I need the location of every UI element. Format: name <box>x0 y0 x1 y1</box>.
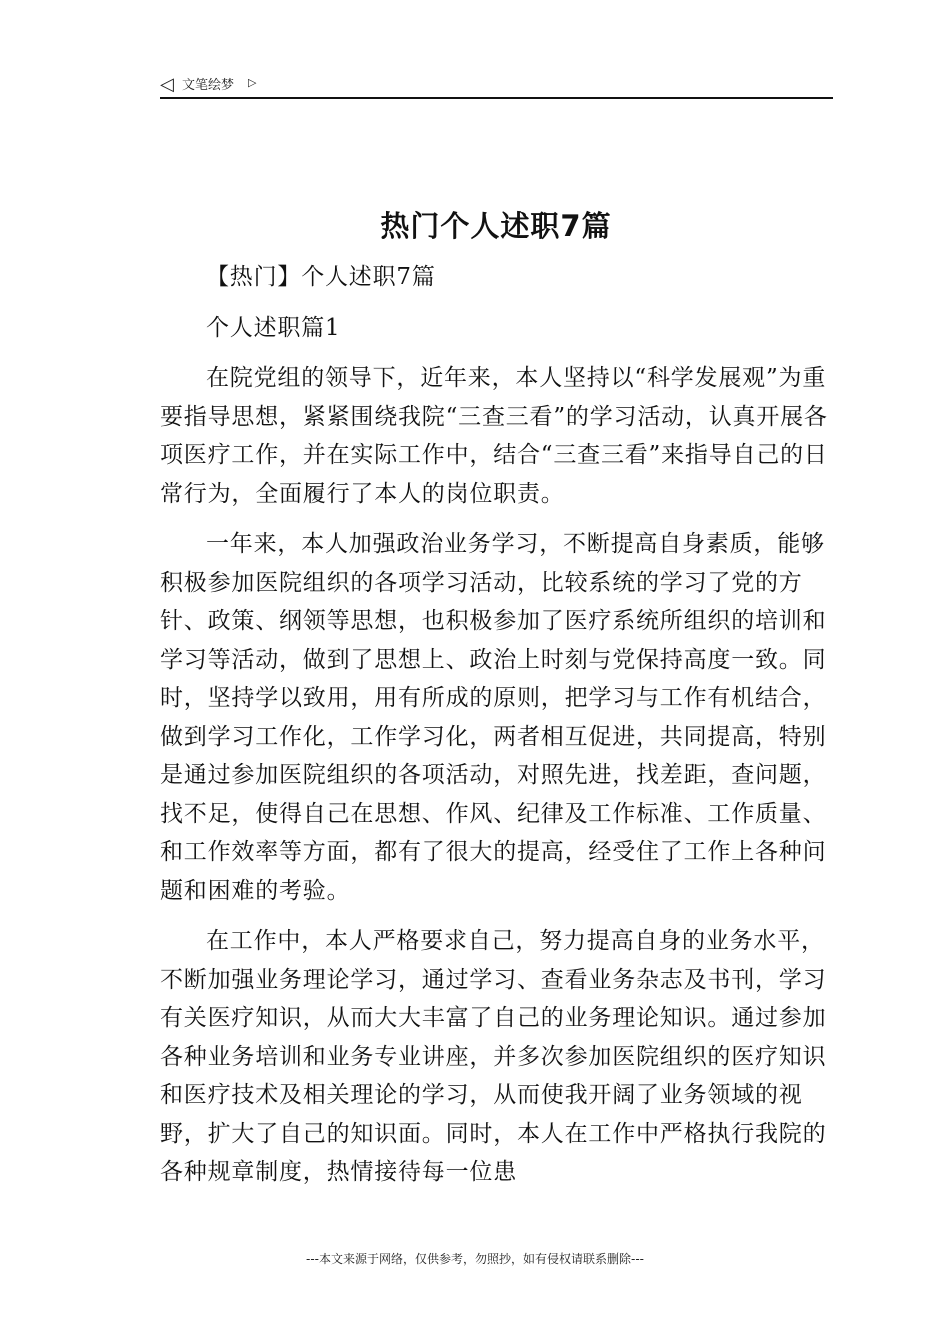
header-divider <box>160 97 833 99</box>
document-subtitle: 【热门】个人述职7篇 <box>206 264 436 290</box>
paragraph-3: 在工作中，本人严格要求自己，努力提高自身的业务水平，不断加强业务理论学习，通过学习、查看业务杂志及书刊，学习有关医疗知识，从而大大丰富了自己的业务理论知识。通过参加各种业务培训和业务专业讲座，并多次参加医院组织的医疗知识和医疗技术及相关理论的学习，从而使我开阔了业务领域的视野，扩大了自己的知识面。同时，本人在工作中严格执行我院的各种规章制度，热情接待每一位患 <box>160 928 827 1185</box>
paragraph-2: 一年来，本人加强政治业务学习，不断提高自身素质，能够积极参加医院组织的各项学习活动，比较系统的学习了党的方针、政策、纲领等思想，也积极参加了医疗系统所组织的培训和学习等活动，做到了思想上、政治上时刻与党保持高度一致。同时，坚持学以致用，用有所成的原则，把学习与工作有机结合，做到学习工作化，工作学习化，两者相互促进，共同提高，特别是通过参加医院组织的各项活动，对照先进，找差距，查问题，找不足，使得自己在思想、作风、纪律及工作标准、工作质量、和工作效率等方面，都有了很大的提高，经受住了工作上各种问题和困难的考验。 <box>160 531 827 904</box>
section-heading: 个人述职篇1 <box>206 314 341 341</box>
triangle-right-icon: ▷ <box>248 76 257 89</box>
paragraph-1: 在院党组的领导下，近年来，本人坚持以“科学发展观”为重要指导思想，紧紧围绕我院“三查三看”的学习活动，认真开展各项医疗工作，并在实际工作中，结合“三查三看”来指导自己的日常行为，全面履行了本人的岗位职责。 <box>160 365 828 507</box>
triangle-left-icon: ◁ <box>160 74 174 95</box>
document-title: 热门个人述职7篇 <box>380 209 612 243</box>
footer-notice: ---本文来源于网络，仅供参考，勿照抄，如有侵权请联系删除--- <box>306 1252 644 1266</box>
header-brand: 文笔绘梦 <box>182 78 235 93</box>
page-header <box>160 74 832 98</box>
document-body <box>160 258 840 1204</box>
